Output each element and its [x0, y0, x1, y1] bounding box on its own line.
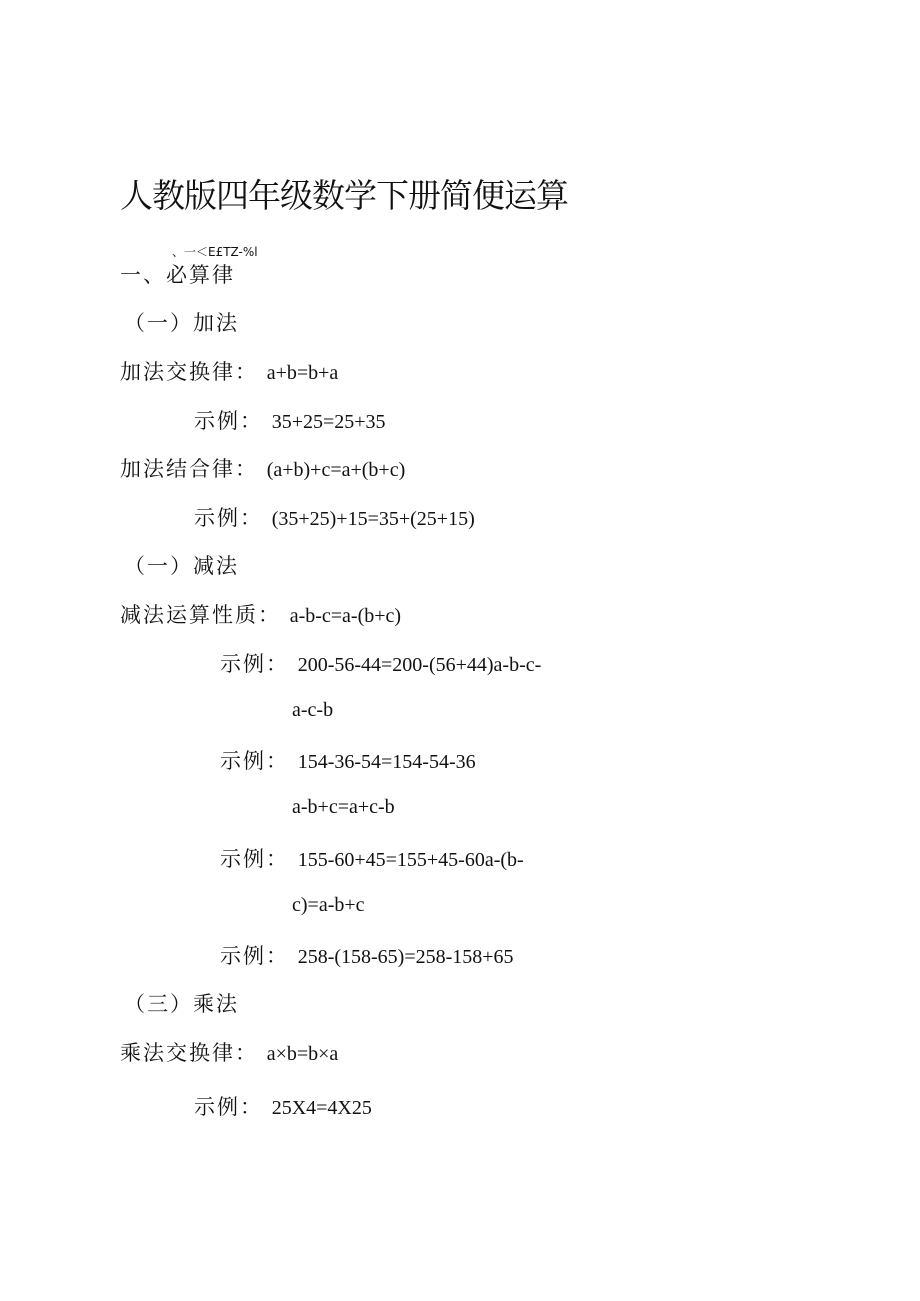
continuation-expression: a-c-b [292, 699, 334, 721]
example-expression: 35+25=25+35 [271, 411, 386, 433]
example-line [194, 1091, 372, 1121]
continuation-line [292, 697, 333, 722]
rule-label: 减法运算性质： [120, 603, 281, 627]
subsection-heading-subtraction [124, 550, 239, 580]
continuation-line [292, 892, 365, 917]
example-expression: 200-56-44=200-(56+44)a-b-c- [297, 654, 542, 676]
example-line [220, 648, 541, 678]
subsection-label: （一）减法 [124, 554, 239, 578]
example-line [220, 843, 524, 873]
subsection-label: （三）乘法 [124, 992, 239, 1016]
subsection-heading-multiplication [124, 988, 239, 1018]
rule-expression: a-b-c=a-(b+c) [289, 605, 402, 627]
section-heading-label: 一、必算律 [120, 263, 235, 287]
example-expression: 25X4=4X25 [271, 1097, 372, 1119]
rule-label: 乘法交换律： [120, 1041, 258, 1065]
example-line [220, 940, 514, 970]
example-line [220, 745, 476, 775]
example-expression: 258-(158-65)=258-158+65 [297, 946, 514, 968]
scan-artifact-text: 、一＜E£TZ-%l [172, 245, 258, 259]
example-line [194, 502, 475, 532]
subsection-label: （一）加法 [124, 311, 239, 335]
rule-line [120, 599, 401, 629]
example-label: 示例： [220, 847, 289, 871]
example-label: 示例： [194, 506, 263, 530]
example-label: 示例： [220, 944, 289, 968]
document-title: 人教版四年级数学下册简便运算 [120, 176, 568, 215]
rule-label: 加法交换律： [120, 360, 258, 384]
continuation-line [292, 794, 395, 819]
example-label: 示例： [220, 652, 289, 676]
example-expression: 154-36-54=154-54-36 [297, 751, 476, 773]
rule-expression: a×b=b×a [266, 1043, 339, 1065]
subsection-heading-addition [124, 307, 239, 337]
rule-line [120, 453, 405, 483]
continuation-expression: c)=a-b+c [292, 894, 365, 916]
example-expression: 155-60+45=155+45-60a-(b- [297, 849, 524, 871]
rule-line [120, 1037, 338, 1067]
example-expression: (35+25)+15=35+(25+15) [271, 508, 475, 530]
example-label: 示例： [194, 409, 263, 433]
rule-line [120, 356, 338, 386]
example-label: 示例： [220, 749, 289, 773]
rule-label: 加法结合律： [120, 457, 258, 481]
example-label: 示例： [194, 1095, 263, 1119]
section-heading [120, 259, 235, 289]
continuation-expression: a-b+c=a+c-b [292, 796, 395, 818]
example-line [194, 405, 386, 435]
rule-expression: a+b=b+a [266, 362, 339, 384]
rule-expression: (a+b)+c=a+(b+c) [266, 459, 406, 481]
